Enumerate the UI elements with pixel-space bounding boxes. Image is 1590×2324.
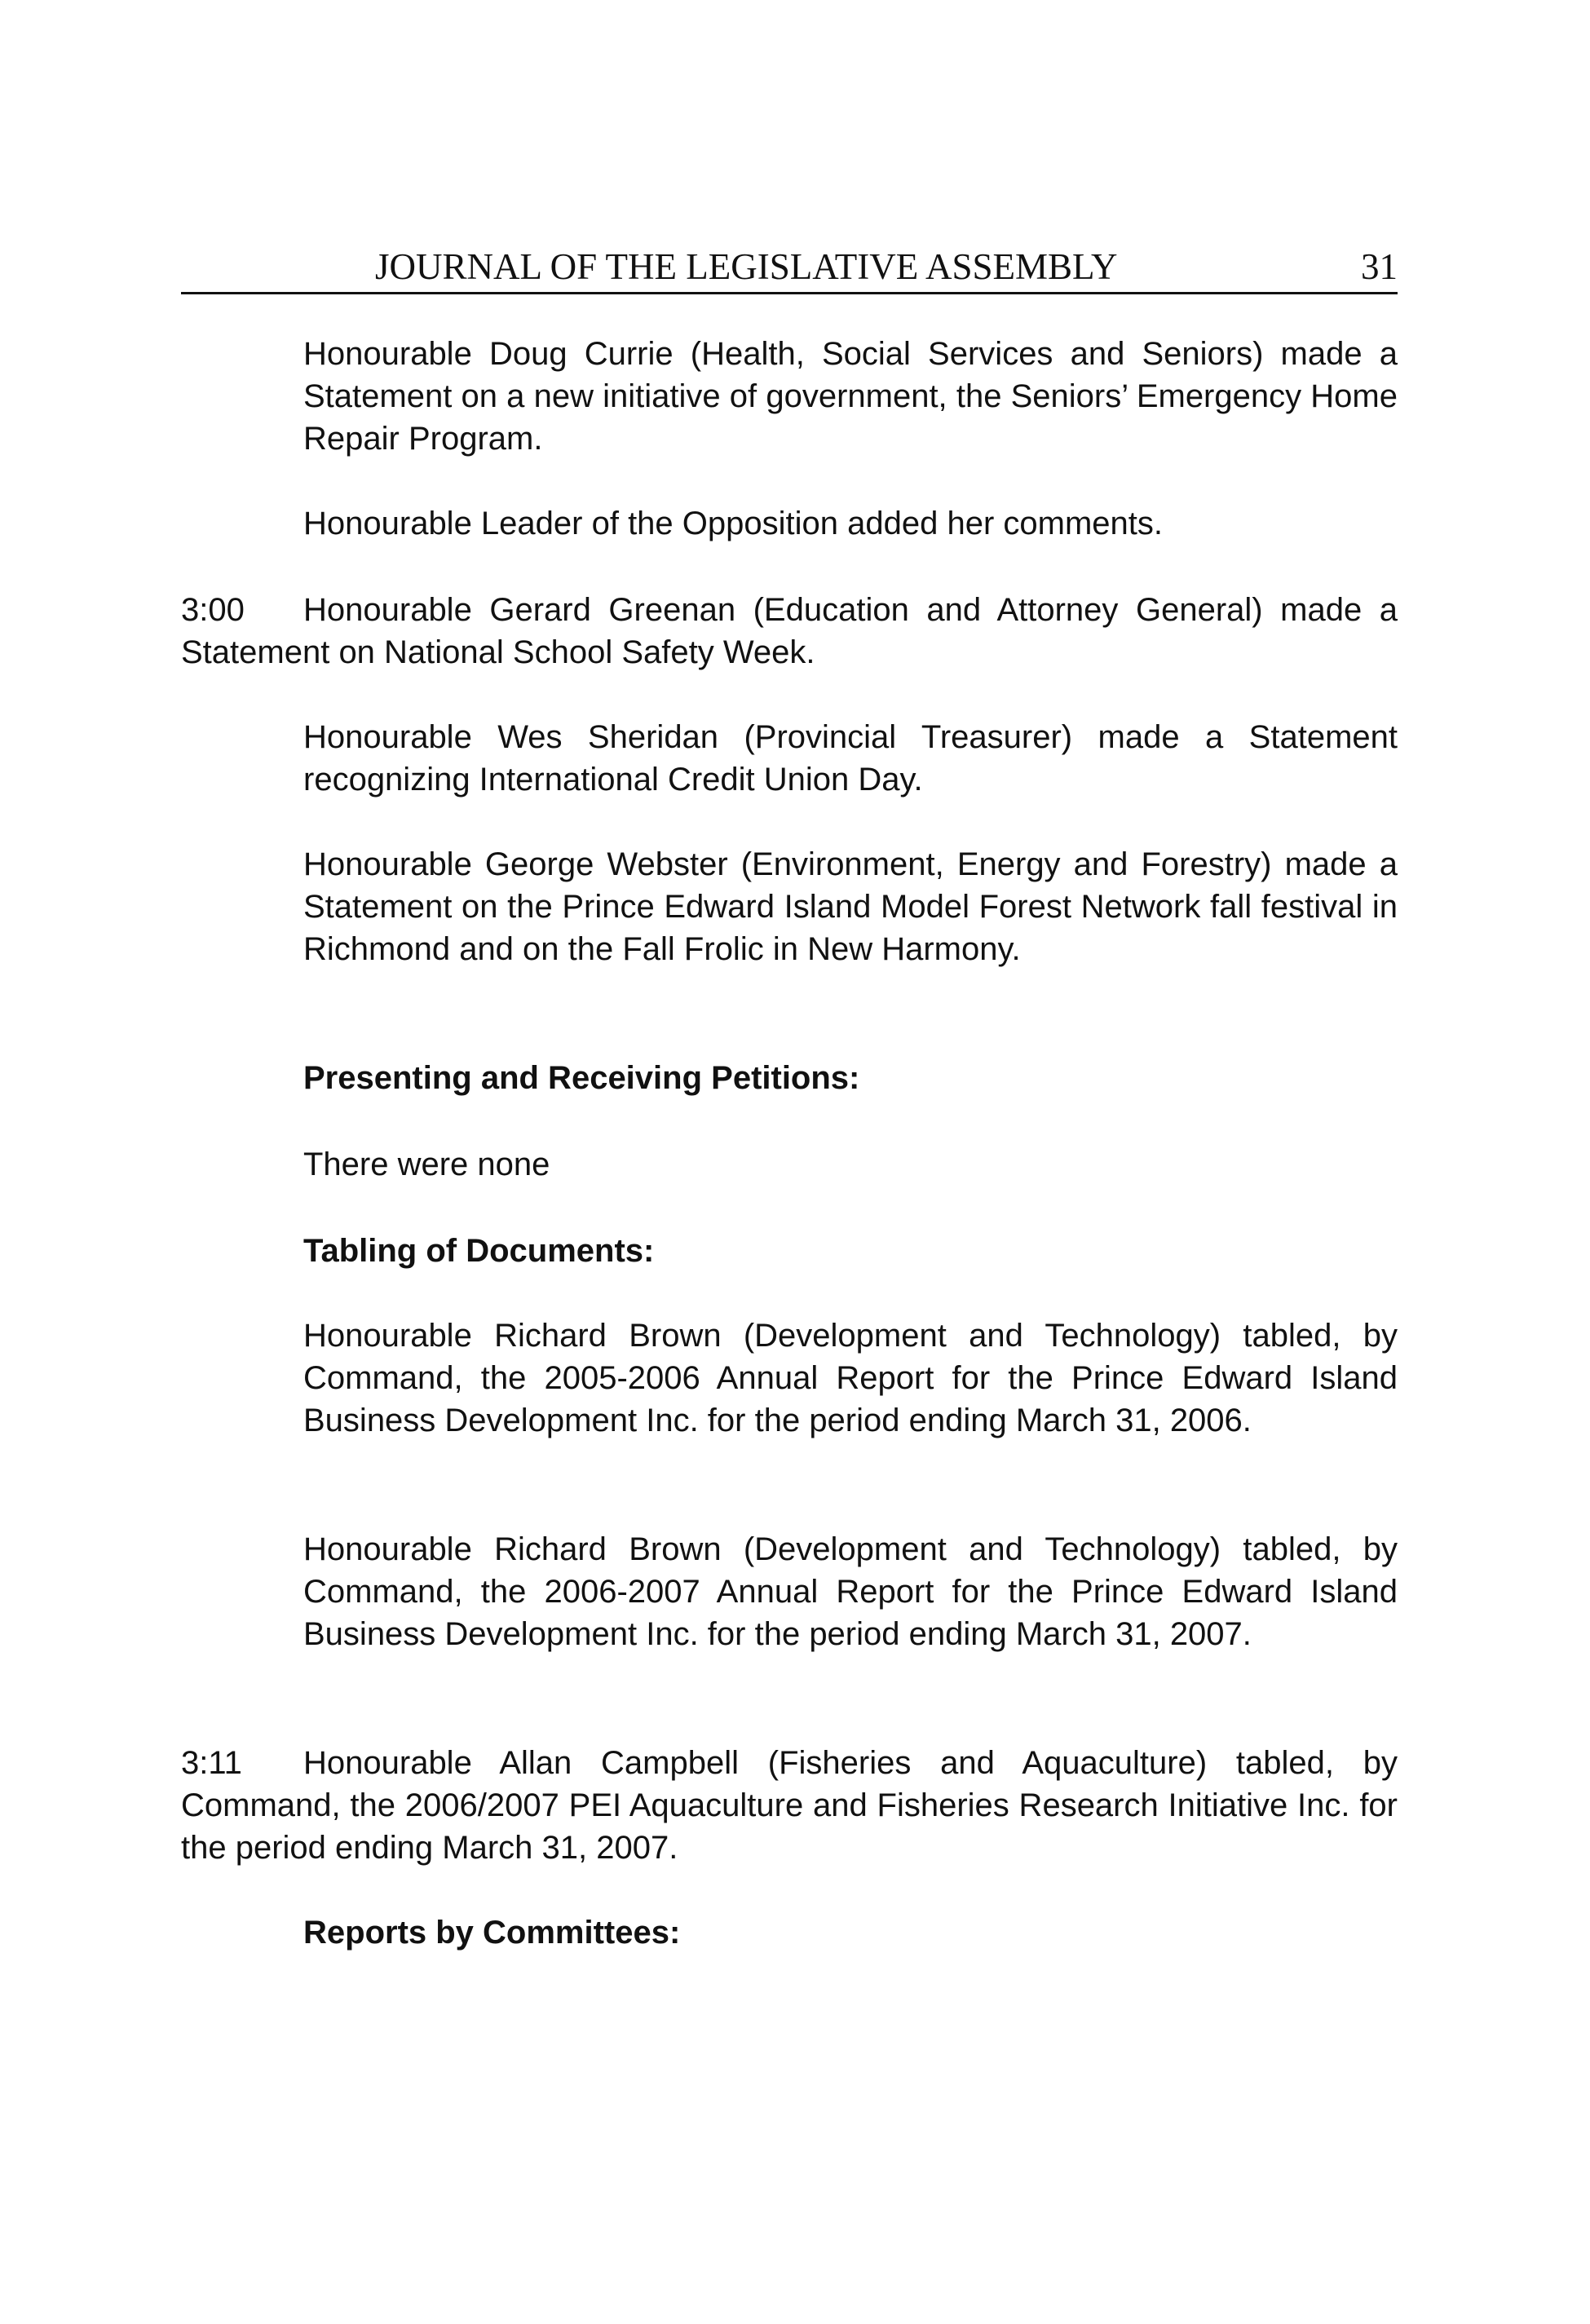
time-stamp: 3:00: [181, 592, 245, 628]
paragraph-campbell-tabling: [181, 1742, 1398, 1869]
heading-reports-by-committees: Reports by Committees:: [303, 1915, 681, 1951]
heading-tabling-documents: Tabling of Documents:: [303, 1233, 655, 1269]
paragraph-brown-report-2006: Honourable Richard Brown (Development and Technology) tabled, by Command, the 2005-2006 Annual Report for the Prince Edward Island Business Development Inc. for the period ending March 31, 2006.: [303, 1318, 1398, 1438]
paragraph-opposition-comments: Honourable Leader of the Opposition added her comments.: [303, 506, 1164, 541]
paragraph-webster-statement: Honourable George Webster (Environment, Energy and Forestry) made a Statement on the Prince Edward Island Model Forest Network fall festival in Richmond and on the Fall Frolic in New Harmony.: [303, 846, 1398, 967]
journal-title: JOURNAL OF THE LEGISLATIVE ASSEMBLY: [375, 246, 1118, 287]
paragraph-brown-report-2007: Honourable Richard Brown (Development and Technology) tabled, by Command, the 2006-2007 Annual Report for the Prince Edward Island Business Development Inc. for the period ending March 31, 2007.: [303, 1531, 1398, 1652]
paragraph-text: Honourable Allan Campbell (Fisheries and Aquaculture) tabled, by Command, the 2006/2007 PEI Aquaculture and Fisheries Research Initiative Inc. for the period ending March 31, 2007.: [181, 1745, 1398, 1866]
paragraph-greenan-statement: [181, 589, 1398, 674]
time-stamp: 3:11: [181, 1745, 242, 1781]
paragraph-text: Honourable Gerard Greenan (Education and Attorney General) made a Statement on National School Safety Week.: [181, 592, 1398, 670]
page-header: [181, 241, 1398, 294]
paragraph-currie-statement: Honourable Doug Currie (Health, Social Services and Seniors) made a Statement on a new initiative of government, the Seniors’ Emergency Home Repair Program.: [303, 336, 1398, 457]
paragraph-sheridan-statement: Honourable Wes Sheridan (Provincial Treasurer) made a Statement recognizing International Credit Union Day.: [303, 719, 1398, 797]
page-number: 31: [1361, 246, 1398, 287]
paragraph-no-petitions: There were none: [303, 1147, 550, 1182]
heading-petitions: Presenting and Receiving Petitions:: [303, 1060, 860, 1096]
